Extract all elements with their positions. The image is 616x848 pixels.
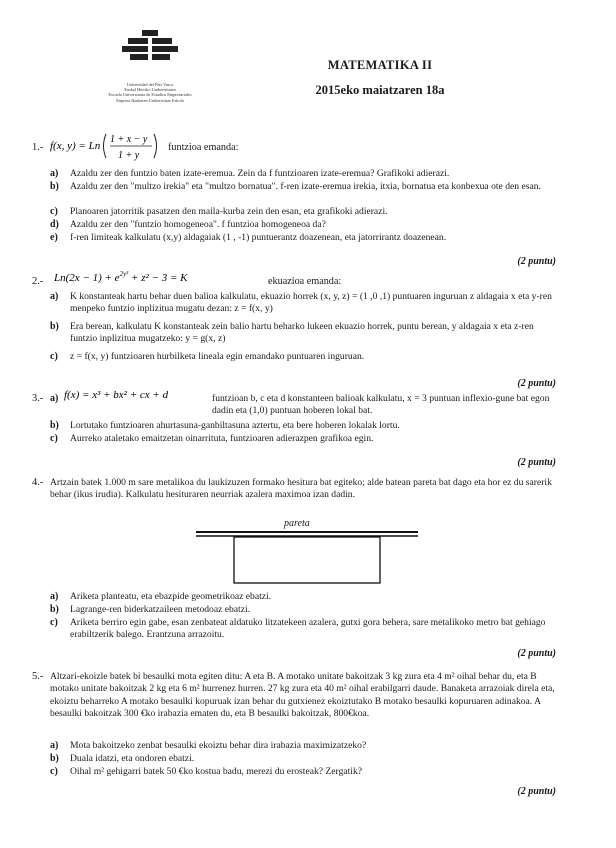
university-logo (118, 30, 182, 62)
question-number: 2.- (32, 276, 44, 287)
svg-text:1 + y: 1 + y (118, 150, 140, 161)
question-intro: funtzioa emanda: (168, 142, 239, 153)
equation-formula (54, 266, 274, 286)
q3-item-a-text: funtzioan b, c eta d konstanteen balioak kalkulatu, x = 3 puntuan inflexio-gune bat egon dadin eta (1,0) puntuan hoberen lokal bat. (212, 393, 550, 417)
svg-text:f(x, y) = Ln: f(x, y) = Ln (50, 140, 101, 152)
exam-title: MATEMATIKA II (327, 58, 433, 72)
q1-points: (2 puntu) (517, 256, 556, 267)
question-intro: Altzari-ekoizle batek bi besaulki mota egiten ditu: A eta B. A motako unitate bakoitzak 3 kg zura eta 4 m² oihal behar du, eta B motako unitate bakoitzak 2 kg eta 6 m² hurrenez hurren. 27 kg zura eta 40 m² oihal erabilgarri daude. Banaketa arrazoiak direla eta, ekoiztu beharreko A motako besaulki kopuruak izan behar du gutxienez ekoiztutako B motako besaulki kopuruaren adinakoa. A besaulki bakoitzak 300 €ko irabazia ematen du, eta B besaulki bakoitzak, 800€koa. (50, 671, 555, 720)
question-number: 5.- (32, 671, 44, 682)
wall-label: pareta (284, 518, 310, 529)
q3-item-a-label: a) (50, 393, 59, 404)
svg-text:1 + x − y: 1 + x − y (110, 134, 148, 145)
question-number: 4.- (32, 477, 44, 488)
question-intro: Artzain batek 1.000 m sare metalikoa du laukizuzen formako hesitura bat egiteko; alde batean pareta bat dago eta hor ez du sarerik behar (ikus irudia). Kalkulatu hesituraren neurriak azalera maximoa izan dadin. (50, 477, 552, 501)
fence-drawing (196, 530, 418, 586)
question-intro: ekuazioa emanda: (268, 276, 342, 287)
svg-text:Ln(2x − 1) + e2y³ + z² − 3 = K: $Ln(2x - 1) + e^{2y^3} + z^2 - 3 = K$ (54, 270, 188, 284)
q2-points: (2 puntu) (517, 378, 556, 389)
svg-text:f(x) = x³ + bx² + cx + d: f(x) = x³ + bx² + cx + d (64, 389, 169, 401)
exam-date: 2015eko maiatzaren 18a (315, 83, 445, 97)
question-number: 1.- (32, 142, 44, 153)
q3-points: (2 puntu) (517, 457, 556, 468)
fence-diagram (196, 518, 418, 586)
university-name: Universidad del País Vasco Euskal Herriko Unibertsitatea Escuela Universitaria de Estudios Empresariales Enpresa Ikasketen Unibertsitate Eskola (108, 82, 192, 103)
function-formula (48, 128, 168, 164)
q5-points: (2 puntu) (517, 786, 556, 797)
question-number: 3.- (32, 393, 44, 404)
cubic-formula (64, 384, 224, 404)
q4-points: (2 puntu) (517, 648, 556, 659)
